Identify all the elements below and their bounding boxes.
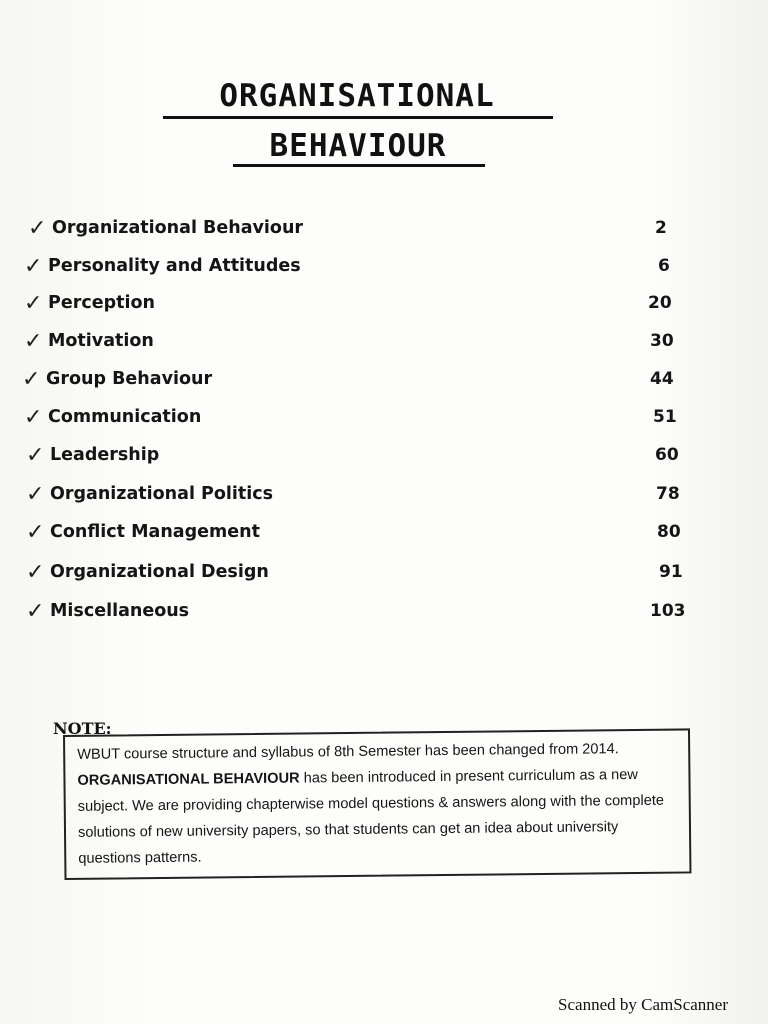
toc-label: Communication — [48, 407, 202, 427]
toc-page-number: 30 — [650, 331, 674, 351]
check-icon: ✓ — [24, 329, 43, 354]
title-line-1: ORGANISATIONAL — [219, 78, 495, 114]
toc-label: Organizational Behaviour — [52, 218, 304, 238]
toc-page-number: 78 — [656, 484, 680, 504]
toc-label: Miscellaneous — [50, 601, 190, 621]
check-icon: ✓ — [26, 599, 45, 624]
check-icon: ✓ — [26, 482, 45, 507]
note-text-part2: has been introduced in present curriculum as a new subject. We are providing chapterwise model questions & answers along with the complete solutions of new university papers, so that students can get an idea about university questions patterns. — [77, 766, 665, 867]
note-text-bold: ORGANISATIONAL BEHAVIOUR — [77, 770, 300, 789]
check-icon: ✓ — [28, 216, 47, 241]
check-icon: ✓ — [24, 254, 43, 279]
check-icon: ✓ — [26, 443, 45, 468]
toc-label: Leadership — [50, 445, 160, 465]
check-icon: ✓ — [26, 560, 45, 585]
note-label: NOTE: — [53, 719, 112, 738]
title-underline-2 — [233, 164, 485, 167]
toc-page-number: 6 — [658, 256, 670, 276]
toc-page-number: 2 — [655, 218, 667, 238]
check-icon: ✓ — [26, 520, 45, 545]
check-icon: ✓ — [24, 405, 43, 430]
check-icon: ✓ — [24, 291, 43, 316]
toc-label: Group Behaviour — [46, 369, 213, 389]
toc-label: Motivation — [48, 331, 154, 351]
scanner-footer: Scanned by CamScanner — [558, 995, 728, 1014]
note-text — [77, 736, 679, 872]
toc-page-number: 91 — [659, 562, 683, 582]
check-icon: ✓ — [22, 367, 41, 392]
toc-label: Conflict Management — [50, 522, 260, 542]
toc-page-number: 60 — [655, 445, 679, 465]
toc-page-number: 80 — [657, 522, 681, 542]
toc-page-number: 20 — [648, 293, 672, 313]
title-line-2: BEHAVIOUR — [269, 128, 447, 164]
note-text-part1: WBUT course structure and syllabus of 8th Semester has been changed from 2014. — [77, 741, 619, 763]
toc-label: Organizational Politics — [50, 484, 274, 504]
title-underline-1 — [163, 116, 553, 119]
toc-page-number: 103 — [650, 601, 686, 621]
toc-label: Personality and Attitudes — [48, 256, 301, 276]
toc-label: Organizational Design — [50, 562, 269, 582]
toc-page-number: 44 — [650, 369, 674, 389]
toc-page-number: 51 — [653, 407, 677, 427]
note-box — [63, 728, 691, 880]
toc-label: Perception — [48, 293, 155, 313]
